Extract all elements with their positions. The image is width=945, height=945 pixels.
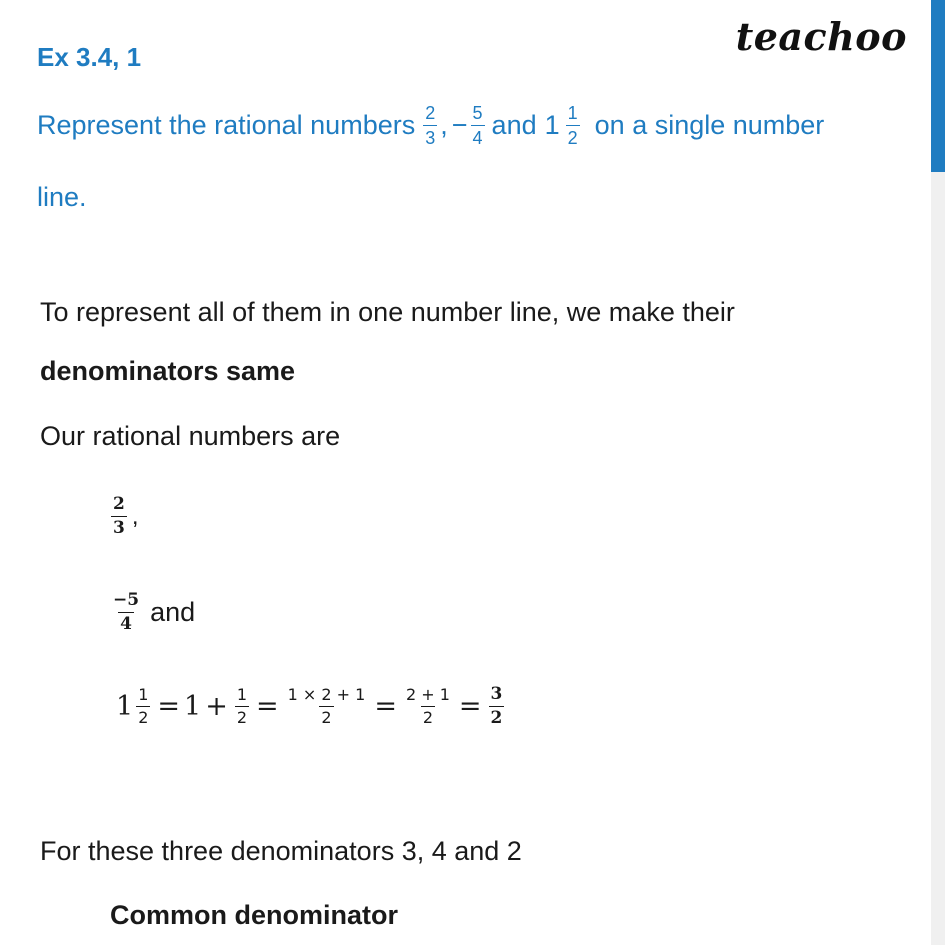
fraction-denominator: 4 bbox=[120, 614, 132, 634]
question-line-2: line. bbox=[37, 182, 87, 212]
exercise-label: Ex 3.4, 1 bbox=[37, 42, 142, 72]
mixed-fraction-equation bbox=[116, 686, 507, 727]
fraction-numerator: 2 bbox=[113, 494, 125, 514]
fraction-numerator: 1 bbox=[567, 103, 578, 123]
equals-sign: = bbox=[157, 691, 180, 722]
fraction-two-thirds-bold bbox=[111, 496, 127, 537]
teachoo-logo: teachoo bbox=[735, 14, 907, 59]
question-line-1 bbox=[37, 104, 824, 147]
solution-para-3: For these three denominators 3, 4 and 2 bbox=[40, 836, 522, 866]
rational-item-1 bbox=[108, 496, 139, 537]
fraction-numerator: −5 bbox=[113, 590, 140, 610]
fraction-numerator: 1 bbox=[236, 685, 247, 704]
fraction-denominator: 3 bbox=[423, 125, 437, 147]
eq-fraction-1 bbox=[136, 687, 150, 726]
question-separator: , bbox=[440, 110, 448, 140]
equals-sign: = bbox=[458, 691, 482, 722]
fraction-neg-five-fourths-bold bbox=[111, 592, 141, 633]
fraction-denominator: 4 bbox=[471, 125, 485, 147]
fraction-numerator: 5 bbox=[472, 103, 483, 123]
eq-one: 1 bbox=[184, 691, 202, 722]
negative-sign: − bbox=[451, 110, 468, 140]
mixed-whole: 1 bbox=[544, 110, 560, 140]
scrollbar[interactable] bbox=[931, 0, 945, 945]
question-prefix: Represent the rational numbers bbox=[37, 110, 416, 140]
fraction-numerator: 1 × 2 + 1 bbox=[287, 685, 366, 704]
item-separator: , bbox=[131, 502, 139, 530]
solution-para-1: To represent all of them in one number line, we make their bbox=[40, 297, 735, 327]
and-word: and bbox=[150, 597, 196, 627]
and-word: and bbox=[491, 110, 537, 140]
fraction-numerator: 2 + 1 bbox=[405, 685, 450, 704]
eq-fraction-result bbox=[489, 686, 505, 727]
fraction-denominator: 2 bbox=[321, 708, 332, 727]
fraction-two-thirds bbox=[423, 104, 437, 147]
common-denominator-heading: Common denominator bbox=[110, 900, 398, 930]
fraction-five-fourths bbox=[471, 104, 485, 147]
fraction-denominator: 2 bbox=[138, 708, 149, 727]
eq-whole: 1 bbox=[116, 691, 134, 722]
fraction-denominator: 2 bbox=[566, 125, 580, 147]
scrollbar-thumb[interactable] bbox=[931, 0, 945, 172]
eq-fraction-3 bbox=[286, 687, 368, 726]
eq-fraction-2 bbox=[235, 687, 249, 726]
fraction-one-half bbox=[566, 104, 580, 147]
solution-bold-phrase: denominators same bbox=[40, 356, 296, 386]
eq-fraction-4 bbox=[404, 687, 452, 726]
equals-sign: = bbox=[256, 691, 279, 722]
fraction-numerator: 2 bbox=[425, 103, 436, 123]
rational-item-2 bbox=[108, 592, 195, 633]
fraction-denominator: 2 bbox=[236, 708, 247, 727]
question-suffix: on a single number bbox=[594, 110, 825, 140]
fraction-numerator: 3 bbox=[490, 684, 503, 704]
fraction-denominator: 2 bbox=[422, 708, 434, 727]
equals-sign: = bbox=[374, 691, 397, 722]
plus-sign: + bbox=[205, 691, 228, 722]
fraction-denominator: 3 bbox=[113, 518, 125, 538]
solution-para-2: Our rational numbers are bbox=[40, 421, 341, 451]
fraction-denominator: 2 bbox=[490, 708, 503, 728]
fraction-numerator: 1 bbox=[138, 685, 149, 704]
